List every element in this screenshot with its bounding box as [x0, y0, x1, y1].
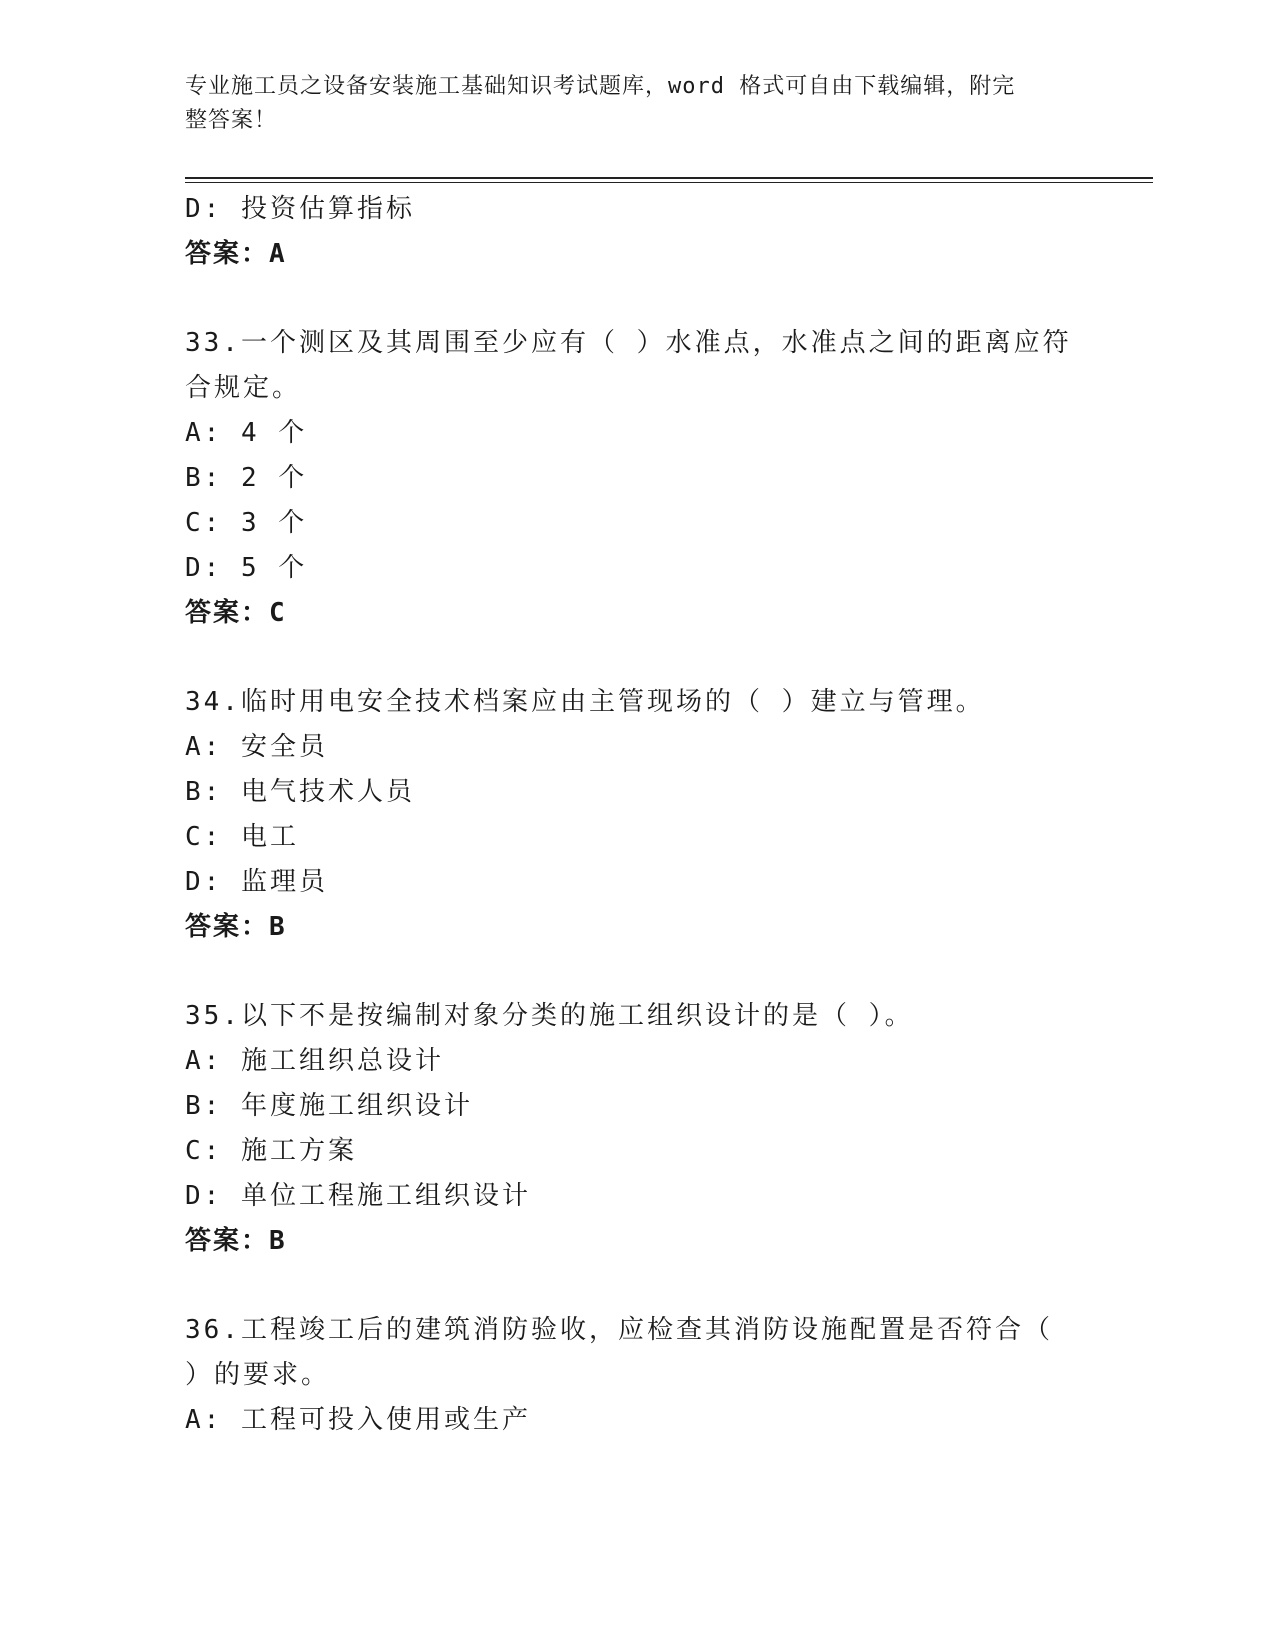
- header-divider-thick: [185, 177, 1153, 179]
- option-c: C: 电工: [185, 822, 299, 852]
- option-d: D: 监理员: [185, 867, 328, 897]
- option-d: D: 投资估算指标: [185, 194, 415, 224]
- option-a: A: 施工组织总设计: [185, 1046, 444, 1076]
- document-header: [185, 70, 1065, 138]
- question-stem: 34.临时用电安全技术档案应由主管现场的（ ）建立与管理。: [185, 687, 985, 717]
- header-line-1: 专业施工员之设备安装施工基础知识考试题库，word 格式可自由下载编辑，附完: [185, 74, 1016, 99]
- option-a: A: 安全员: [185, 732, 328, 762]
- option-c: C: 施工方案: [185, 1136, 357, 1166]
- question-stem: 33.一个测区及其周围至少应有（ ）水准点，水准点之间的距离应符: [185, 328, 1072, 358]
- document-content: [185, 187, 1085, 1443]
- option-a: A: 4 个: [185, 418, 308, 448]
- answer-line: 答案：A: [185, 239, 287, 269]
- question-35: [185, 994, 1085, 1264]
- question-34: [185, 680, 1085, 950]
- option-d: D: 单位工程施工组织设计: [185, 1181, 531, 1211]
- header-divider-thin: [185, 182, 1153, 183]
- question-stem-continued: ）的要求。: [185, 1360, 331, 1390]
- answer-line: 答案：B: [185, 912, 287, 942]
- question-33: [185, 321, 1085, 636]
- option-a: A: 工程可投入使用或生产: [185, 1405, 531, 1435]
- option-b: B: 年度施工组织设计: [185, 1091, 473, 1121]
- option-b: B: 电气技术人员: [185, 777, 415, 807]
- question-36: [185, 1308, 1085, 1443]
- question-stem-continued: 合规定。: [185, 373, 302, 403]
- header-line-2: 整答案！: [185, 108, 278, 133]
- answer-line: 答案：B: [185, 1226, 287, 1256]
- question-stem: 36.工程竣工后的建筑消防验收，应检查其消防设施配置是否符合（: [185, 1315, 1053, 1345]
- question-stem: 35.以下不是按编制对象分类的施工组织设计的是（ ）。: [185, 1001, 914, 1031]
- option-b: B: 2 个: [185, 463, 308, 493]
- question-32-tail: [185, 187, 1085, 277]
- option-d: D: 5 个: [185, 553, 308, 583]
- answer-line: 答案：C: [185, 598, 287, 628]
- option-c: C: 3 个: [185, 508, 308, 538]
